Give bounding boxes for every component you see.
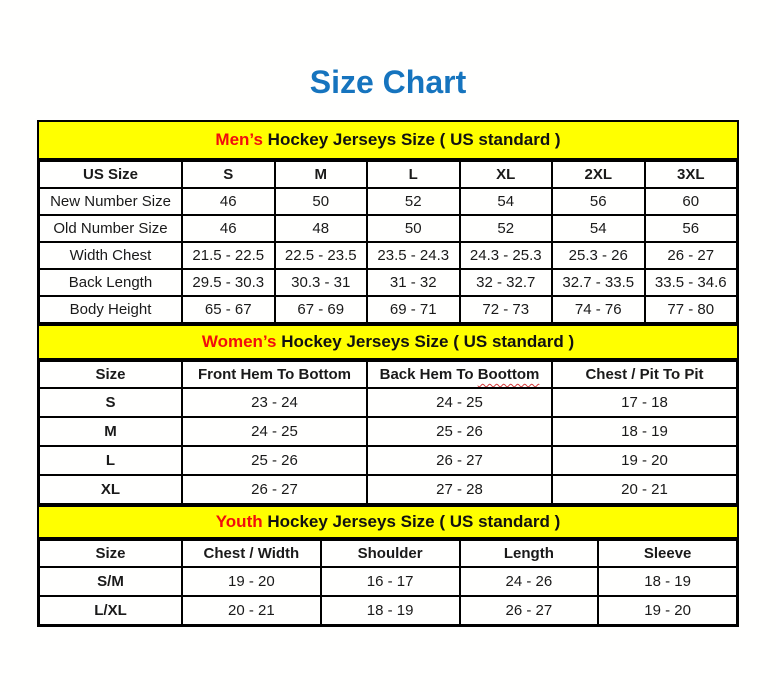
column-header: Size bbox=[39, 361, 182, 388]
table-row bbox=[39, 242, 737, 269]
mens-banner-highlight: Men’s bbox=[215, 130, 263, 149]
size-cell: 22.5 - 23.5 bbox=[275, 242, 368, 269]
column-header: XL bbox=[460, 161, 553, 188]
mens-header-row bbox=[39, 161, 737, 188]
row-label: M bbox=[39, 417, 182, 446]
size-cell: 19 - 20 bbox=[182, 567, 321, 596]
size-chart-table bbox=[37, 120, 739, 627]
table-row bbox=[39, 188, 737, 215]
column-header: S bbox=[182, 161, 275, 188]
womens-section-banner bbox=[38, 324, 738, 360]
size-cell: 46 bbox=[182, 215, 275, 242]
size-cell: 48 bbox=[275, 215, 368, 242]
size-cell: 67 - 69 bbox=[275, 296, 368, 323]
column-header: 3XL bbox=[645, 161, 738, 188]
row-label: S bbox=[39, 388, 182, 417]
size-cell: 19 - 20 bbox=[598, 596, 737, 625]
size-cell: 31 - 32 bbox=[367, 269, 460, 296]
youth-header-row bbox=[39, 540, 737, 567]
row-label: S/M bbox=[39, 567, 182, 596]
spellcheck-underlined-word: Boottom bbox=[477, 366, 540, 383]
size-cell: 26 - 27 bbox=[367, 446, 552, 475]
table-row bbox=[39, 417, 737, 446]
size-cell: 26 - 27 bbox=[460, 596, 599, 625]
page-title: Size Chart bbox=[309, 64, 467, 100]
column-header: Chest / Pit To Pit bbox=[552, 361, 737, 388]
youth-banner-highlight: Youth bbox=[215, 512, 263, 531]
row-label: XL bbox=[39, 475, 182, 504]
column-header: L bbox=[367, 161, 460, 188]
size-cell: 20 - 21 bbox=[552, 475, 737, 504]
row-label: New Number Size bbox=[39, 188, 182, 215]
womens-banner-text: Hockey Jerseys Size ( US standard ) bbox=[276, 332, 575, 351]
mens-banner-text: Hockey Jerseys Size ( US standard ) bbox=[262, 130, 561, 149]
size-cell: 18 - 19 bbox=[321, 596, 460, 625]
size-cell: 52 bbox=[367, 188, 460, 215]
size-cell: 72 - 73 bbox=[460, 296, 553, 323]
size-cell: 25 - 26 bbox=[367, 417, 552, 446]
size-cell: 23 - 24 bbox=[182, 388, 367, 417]
womens-banner-highlight: Women’s bbox=[201, 332, 277, 351]
youth-size-table bbox=[38, 539, 738, 626]
size-cell: 26 - 27 bbox=[645, 242, 738, 269]
table-row bbox=[39, 475, 737, 504]
column-header: Size bbox=[39, 540, 182, 567]
table-row bbox=[39, 596, 737, 625]
column-header: 2XL bbox=[552, 161, 645, 188]
size-cell: 24 - 25 bbox=[182, 417, 367, 446]
column-header: Length bbox=[460, 540, 599, 567]
size-cell: 17 - 18 bbox=[552, 388, 737, 417]
youth-section-banner bbox=[38, 505, 738, 539]
womens-header-row bbox=[39, 361, 737, 388]
size-cell: 69 - 71 bbox=[367, 296, 460, 323]
column-header: Sleeve bbox=[598, 540, 737, 567]
size-cell: 56 bbox=[645, 215, 738, 242]
table-row bbox=[39, 446, 737, 475]
size-cell: 25.3 - 26 bbox=[552, 242, 645, 269]
size-cell: 54 bbox=[552, 215, 645, 242]
size-cell: 56 bbox=[552, 188, 645, 215]
size-cell: 24 - 26 bbox=[460, 567, 599, 596]
size-cell: 32 - 32.7 bbox=[460, 269, 553, 296]
size-cell: 26 - 27 bbox=[182, 475, 367, 504]
size-cell: 65 - 67 bbox=[182, 296, 275, 323]
size-cell: 60 bbox=[645, 188, 738, 215]
size-cell: 16 - 17 bbox=[321, 567, 460, 596]
mens-section-banner bbox=[38, 121, 738, 160]
table-row bbox=[39, 269, 737, 296]
size-cell: 32.7 - 33.5 bbox=[552, 269, 645, 296]
back-hem-label: Back Hem To bbox=[379, 366, 478, 383]
size-cell: 20 - 21 bbox=[182, 596, 321, 625]
row-label: Width Chest bbox=[39, 242, 182, 269]
table-row bbox=[39, 215, 737, 242]
womens-size-table bbox=[38, 360, 738, 505]
size-cell: 29.5 - 30.3 bbox=[182, 269, 275, 296]
size-cell: 24 - 25 bbox=[367, 388, 552, 417]
row-label: Body Height bbox=[39, 296, 182, 323]
size-cell: 52 bbox=[460, 215, 553, 242]
column-header: US Size bbox=[39, 161, 182, 188]
size-cell: 25 - 26 bbox=[182, 446, 367, 475]
size-cell: 27 - 28 bbox=[367, 475, 552, 504]
size-cell: 23.5 - 24.3 bbox=[367, 242, 460, 269]
size-cell: 18 - 19 bbox=[598, 567, 737, 596]
size-cell: 77 - 80 bbox=[645, 296, 738, 323]
size-cell: 46 bbox=[182, 188, 275, 215]
column-header: M bbox=[275, 161, 368, 188]
table-row bbox=[39, 296, 737, 323]
size-cell: 54 bbox=[460, 188, 553, 215]
mens-size-table bbox=[38, 160, 738, 324]
size-cell: 18 - 19 bbox=[552, 417, 737, 446]
row-label: Back Length bbox=[39, 269, 182, 296]
size-cell: 19 - 20 bbox=[552, 446, 737, 475]
column-header: Front Hem To Bottom bbox=[182, 361, 367, 388]
table-row bbox=[39, 567, 737, 596]
size-cell: 74 - 76 bbox=[552, 296, 645, 323]
column-header-misspelled bbox=[367, 361, 552, 388]
size-cell: 21.5 - 22.5 bbox=[182, 242, 275, 269]
size-cell: 50 bbox=[275, 188, 368, 215]
column-header: Chest / Width bbox=[182, 540, 321, 567]
row-label: L/XL bbox=[39, 596, 182, 625]
size-cell: 24.3 - 25.3 bbox=[460, 242, 553, 269]
youth-banner-text: Hockey Jerseys Size ( US standard ) bbox=[262, 512, 561, 531]
size-cell: 50 bbox=[367, 215, 460, 242]
column-header: Shoulder bbox=[321, 540, 460, 567]
table-row bbox=[39, 388, 737, 417]
size-cell: 30.3 - 31 bbox=[275, 269, 368, 296]
size-cell: 33.5 - 34.6 bbox=[645, 269, 738, 296]
row-label: Old Number Size bbox=[39, 215, 182, 242]
row-label: L bbox=[39, 446, 182, 475]
